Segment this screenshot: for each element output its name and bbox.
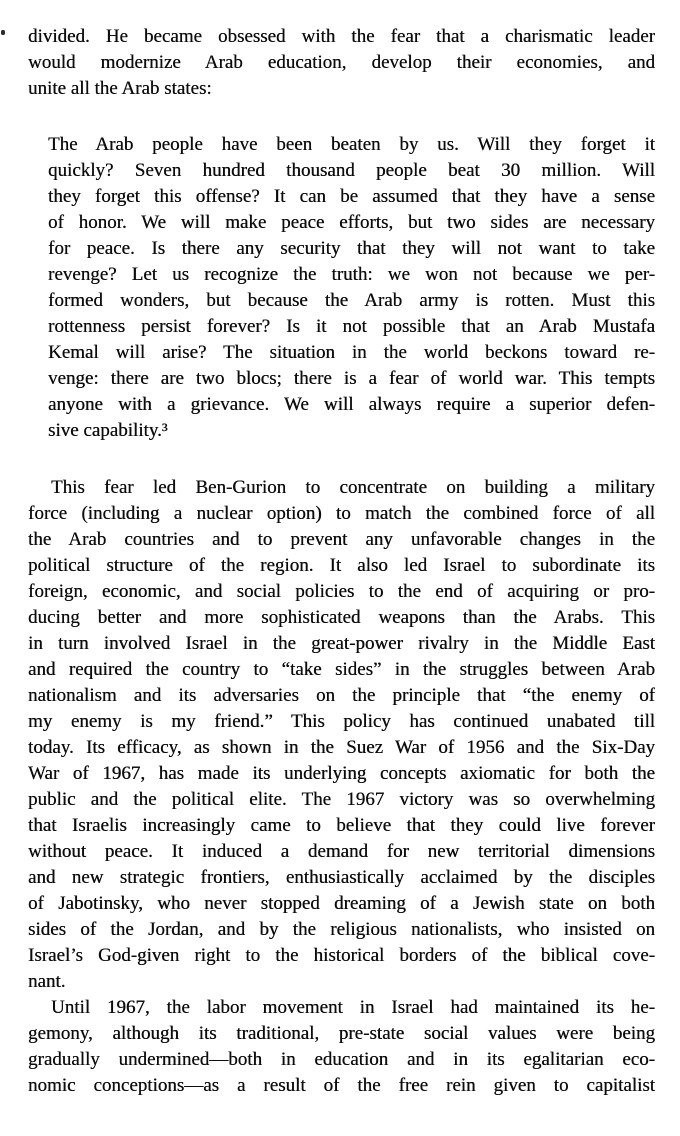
text-line: in turn involved Israel in the great-power rivalry in the Middle East (28, 633, 655, 654)
text-line: nomic conceptions—as a result of the free rein given to capitalist (28, 1075, 655, 1096)
text-line: today. Its efficacy, as shown in the Suez War of 1956 and the Six-Day (28, 737, 655, 758)
text-line: nationalism and its adversaries on the principle that “the enemy of (28, 685, 655, 706)
text-line: without peace. It induced a demand for new territorial dimensions (28, 841, 655, 862)
text-line: anyone with a grievance. We will always require a superior defen- (48, 394, 655, 415)
text-line: The Arab people have been beaten by us. Will they forget it (48, 134, 655, 155)
text-line: This fear led Ben-Gurion to concentrate on building a military (51, 477, 655, 498)
block-quote (48, 132, 655, 444)
text-line: for peace. Is there any security that they will not want to take (48, 238, 655, 259)
scan-speck (1, 30, 5, 35)
text-line: they forget this offense? It can be assumed that they have a sense (48, 186, 655, 207)
paragraph-opening (28, 24, 655, 102)
text-line: sides of the Jordan, and by the religious nationalists, who insisted on (28, 919, 655, 940)
text-line: gemony, although its traditional, pre-state social values were being (28, 1023, 655, 1044)
text-line: and required the country to “take sides” in the struggles between Arab (28, 659, 655, 680)
text-line: revenge? Let us recognize the truth: we won not because we per- (48, 264, 655, 285)
text-line: of honor. We will make peace efforts, but two sides are necessary (48, 212, 655, 233)
text-line: nant. (28, 971, 66, 992)
text-line: Israel’s God-given right to the historical borders of the biblical cove- (28, 945, 655, 966)
text-line: that Israelis increasingly came to believe that they could live forever (28, 815, 655, 836)
text-line: public and the political elite. The 1967 victory was so overwhelming (28, 789, 655, 810)
text-line: and new strategic frontiers, enthusiastically acclaimed by the disciples (28, 867, 655, 888)
text-line: divided. He became obsessed with the fear that a charismatic leader (28, 26, 655, 47)
text-line: the Arab countries and to prevent any unfavorable changes in the (28, 529, 655, 550)
paragraph-closing (28, 995, 655, 1099)
paragraph-main (28, 475, 655, 995)
text-line: unite all the Arab states: (28, 78, 212, 99)
text-line: quickly? Seven hundred thousand people beat 30 million. Will (48, 160, 655, 181)
text-line: of Jabotinsky, who never stopped dreaming of a Jewish state on both (28, 893, 655, 914)
text-line: force (including a nuclear option) to match the combined force of all (28, 503, 655, 524)
text-line: political structure of the region. It also led Israel to subordinate its (28, 555, 655, 576)
text-line: rottenness persist forever? Is it not possible that an Arab Mustafa (48, 316, 655, 337)
text-line: venge: there are two blocs; there is a fear of world war. This tempts (48, 368, 655, 389)
text-line: sive capability.³ (48, 420, 168, 441)
text-line: formed wonders, but because the Arab army is rotten. Must this (48, 290, 655, 311)
text-line: foreign, economic, and social policies to the end of acquiring or pro- (28, 581, 655, 602)
text-line: gradually undermined—both in education and in its egalitarian eco- (28, 1049, 655, 1070)
text-line: my enemy is my friend.” This policy has continued unabated till (28, 711, 655, 732)
text-line: Kemal will arise? The situation in the world beckons toward re- (48, 342, 655, 363)
text-line: Until 1967, the labor movement in Israel had maintained its he- (51, 997, 655, 1018)
text-line: would modernize Arab education, develop their economies, and (28, 52, 655, 73)
body-text (28, 475, 655, 1099)
text-line: War of 1967, has made its underlying concepts axiomatic for both the (28, 763, 655, 784)
text-line: ducing better and more sophisticated weapons than the Arabs. This (28, 607, 655, 628)
